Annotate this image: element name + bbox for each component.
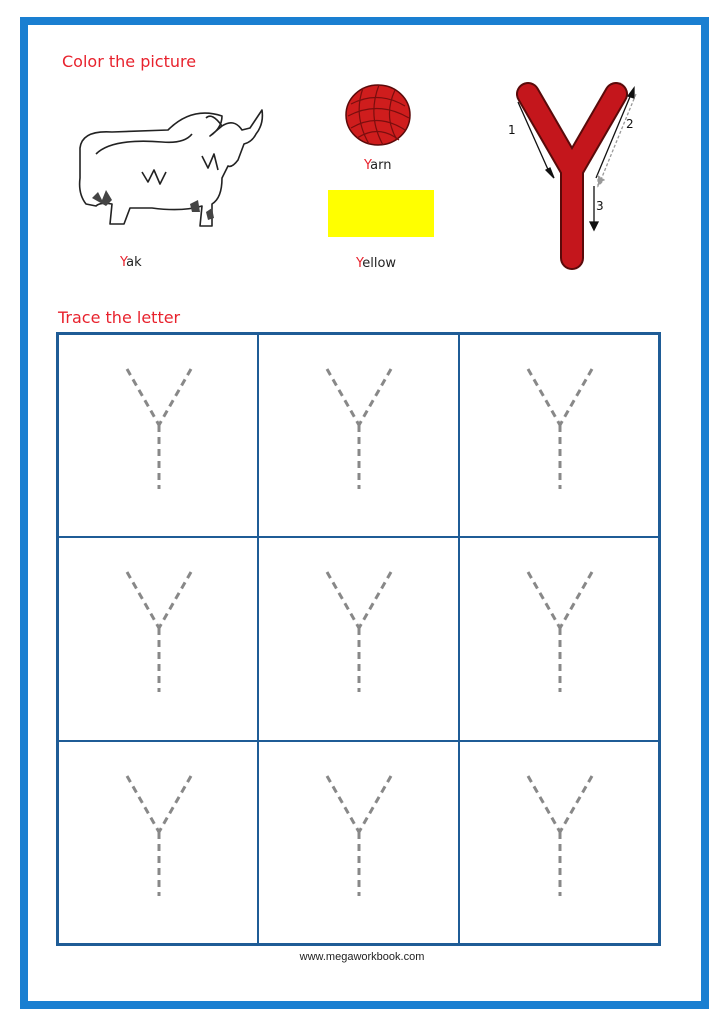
footer-url[interactable]: www.megaworkbook.com [299,951,425,963]
trace-grid [56,332,661,946]
trace-cell[interactable] [58,741,258,944]
stroke-number-3: 3 [596,199,604,213]
yarn-caption-initial: Y [364,158,371,173]
letter-y-stroke-guide [500,78,650,273]
color-heading: Color the picture [62,52,197,71]
dashed-letter-y[interactable] [319,566,399,696]
yellow-swatch[interactable] [328,190,434,237]
trace-cell[interactable] [459,334,659,537]
trace-cell[interactable] [258,537,458,740]
letter-y-glyph [528,94,616,258]
yak-caption-initial: Y [120,255,127,270]
dashed-letter-y[interactable] [119,363,199,493]
dashed-letter-y[interactable] [319,770,399,900]
trace-cell[interactable] [258,334,458,537]
trace-cell[interactable] [459,741,659,944]
trace-heading: Trace the letter [58,308,181,327]
yak-illustration[interactable] [72,108,272,243]
yarn-ball-illustration[interactable] [343,82,413,148]
yak-caption [120,255,142,270]
dashed-letter-y[interactable] [520,363,600,493]
trace-cell[interactable] [58,537,258,740]
trace-cell[interactable] [258,741,458,944]
dashed-letter-y[interactable] [119,770,199,900]
yak-caption-rest: ak [126,255,142,270]
dashed-letter-y[interactable] [520,566,600,696]
trace-cell[interactable] [459,537,659,740]
dashed-letter-y[interactable] [520,770,600,900]
dashed-letter-y[interactable] [319,363,399,493]
yellow-caption-initial: Y [356,256,363,271]
stroke-number-2: 2 [626,117,634,131]
yellow-caption [356,256,396,271]
dashed-letter-y[interactable] [119,566,199,696]
yellow-caption-rest: ellow [362,256,397,271]
yarn-caption-rest: arn [370,158,392,173]
yarn-caption [364,158,391,173]
trace-cell[interactable] [58,334,258,537]
stroke-number-1: 1 [508,123,516,137]
